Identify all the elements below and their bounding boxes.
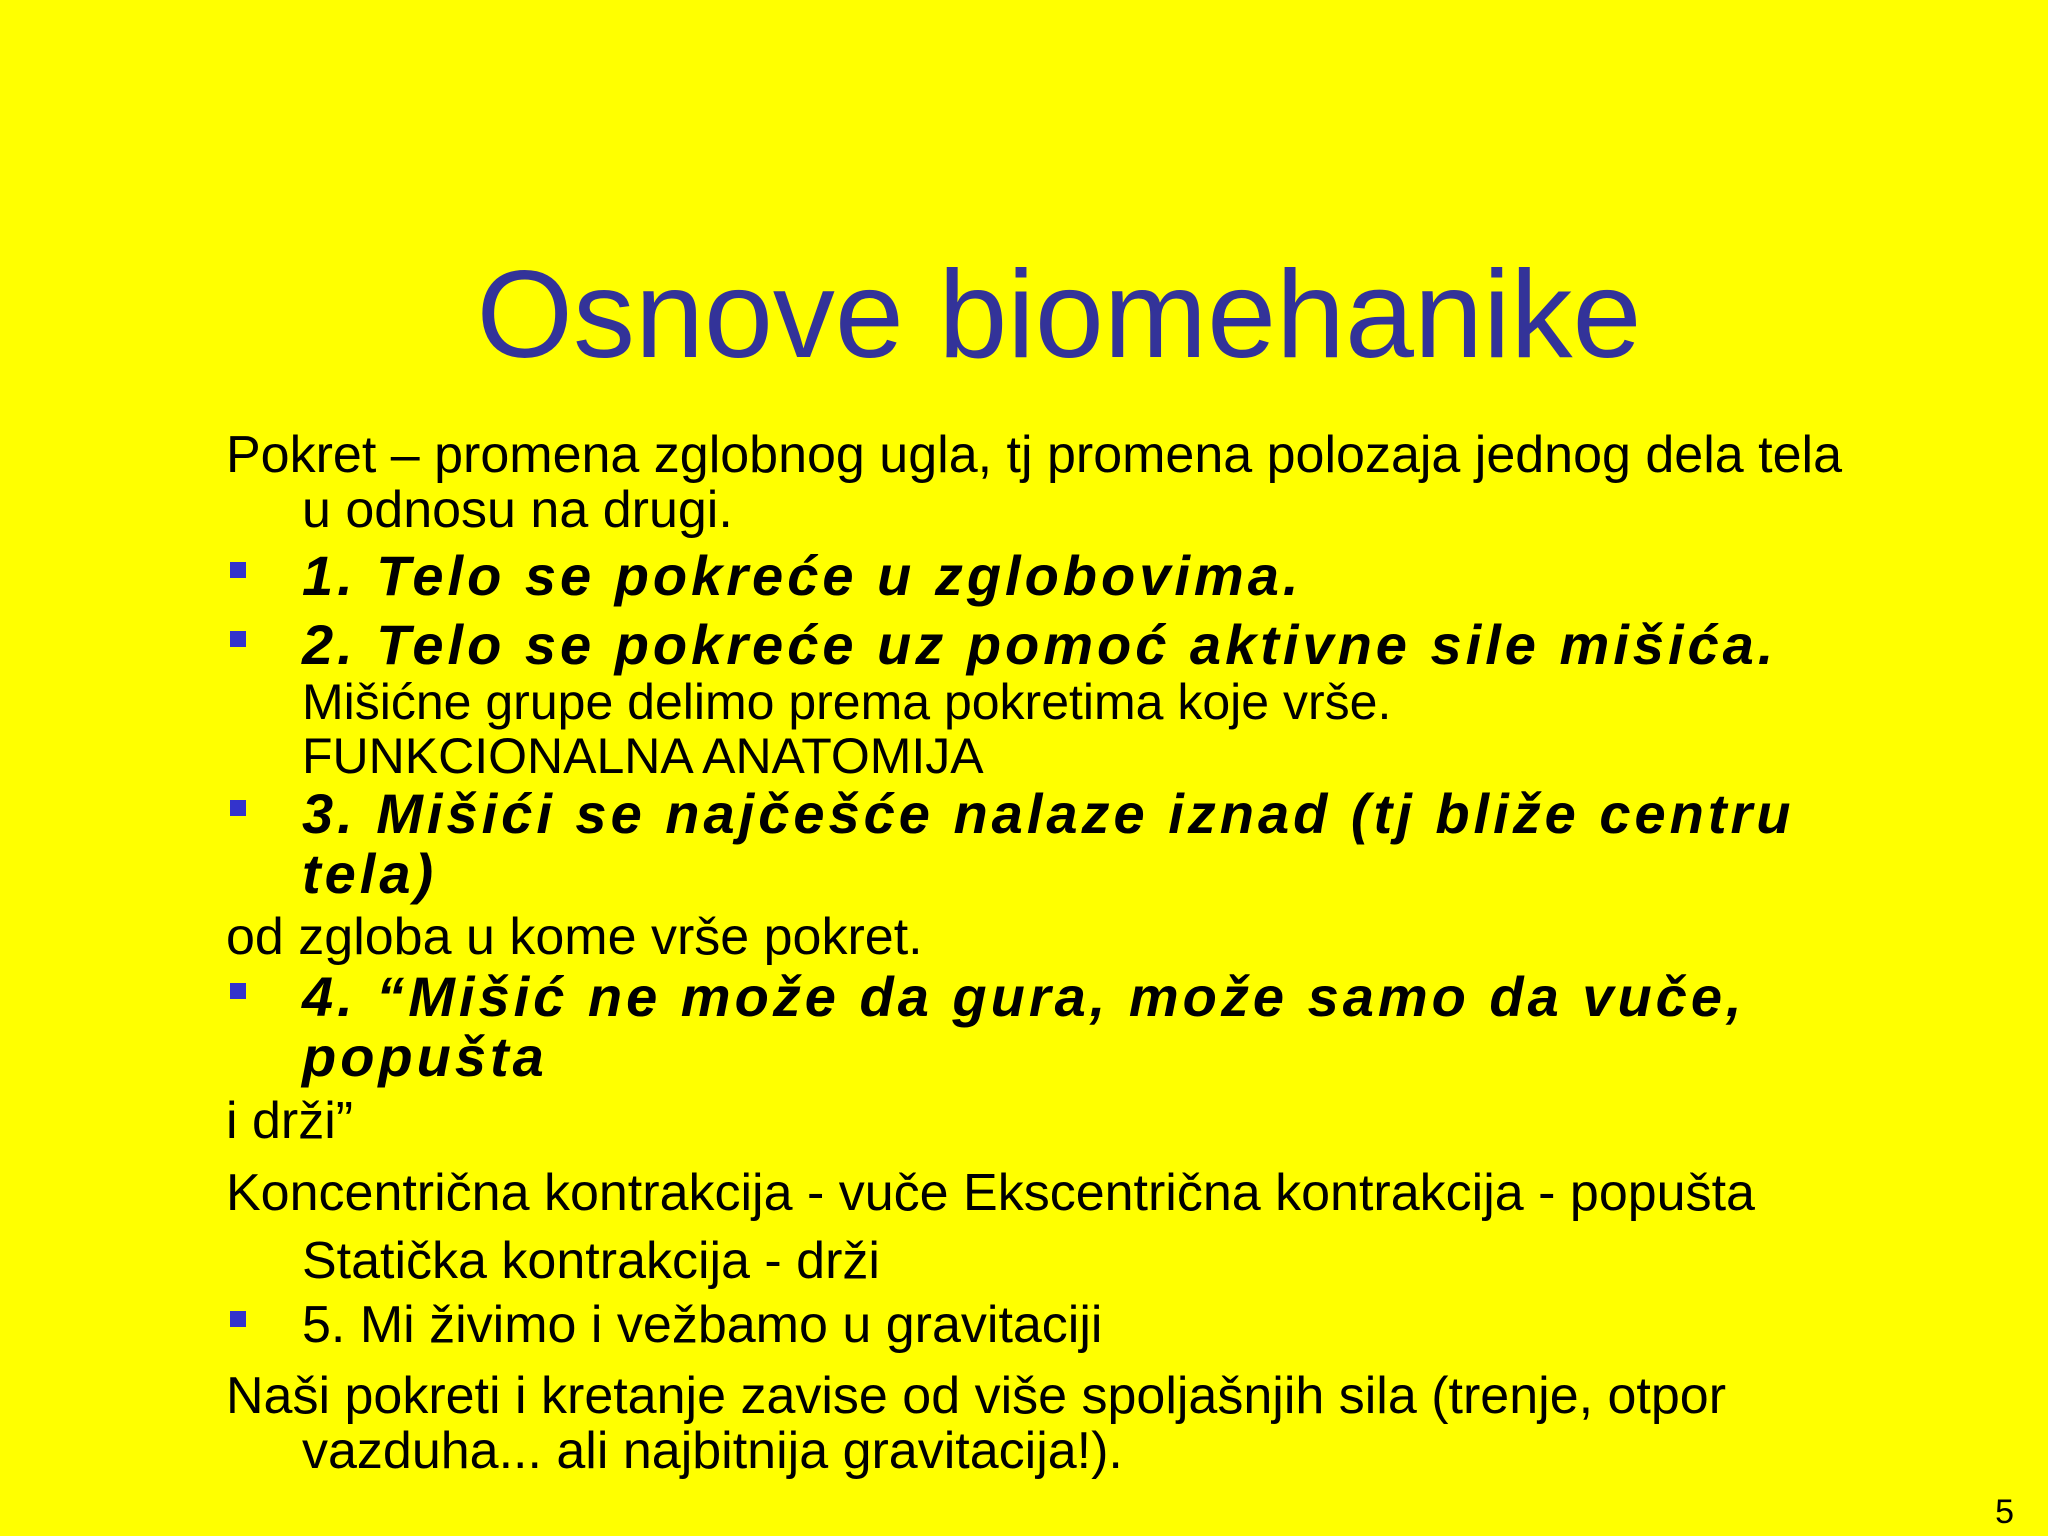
point-4-line-1: 4. “Mišić ne može da gura, može samo da vuče, [302, 965, 1746, 1028]
point-1: 1. Telo se pokreće u zglobovima. [302, 544, 1303, 607]
intro-paragraph [226, 428, 2006, 538]
intro-line-1: Pokret – promena zglobnog ugla, tj promena polozaja jednog dela tela [226, 426, 1842, 484]
outro-paragraph [226, 1369, 2006, 1479]
outro-line-2: vazduha... ali najbitnija gravitacija!). [302, 1422, 1123, 1480]
point-2-heading: 2. Telo se pokreće uz pomoć aktivne sile mišića. [302, 613, 1778, 676]
square-bullet-icon [230, 631, 246, 647]
point-2-sub-1: Mišićne grupe delimo prema pokretima koje vrše. [302, 674, 1392, 730]
contraction-types [226, 1166, 2006, 1289]
outro-line-1: Naši pokreti i kretanje zavise od više spoljašnjih sila (trenje, otpor [226, 1367, 1727, 1425]
square-bullet-icon [230, 800, 246, 816]
intro-line-2: u odnosu na drugi. [302, 481, 733, 539]
point-2-sub-2: FUNKCIONALNA ANATOMIJA [302, 728, 984, 784]
point-4-continuation: i drži” [226, 1092, 354, 1150]
contraction-line-2: Statička kontrakcija - drži [302, 1232, 880, 1290]
square-bullet-icon [230, 562, 246, 578]
point-3-continuation: od zgloba u kome vrše pokret. [226, 908, 923, 966]
slide-number: 5 [1995, 1493, 2014, 1531]
point-3-line-1: 3. Mišići se najčešće nalaze iznad (tj bliže centru [302, 782, 1795, 845]
square-bullet-icon [230, 1311, 246, 1327]
slide-title: Osnove biomehanike [476, 246, 1642, 384]
point-2 [302, 615, 2012, 783]
square-bullet-icon [230, 983, 246, 999]
point-4 [302, 967, 2012, 1087]
point-3-line-2: tela) [302, 842, 438, 905]
point-3 [302, 784, 2012, 904]
contraction-line-1: Koncentrična kontrakcija - vuče Ekscentrična kontrakcija - popušta [226, 1164, 1755, 1222]
point-4-line-2: popušta [302, 1025, 548, 1088]
point-5: 5. Mi živimo i vežbamo u gravitaciji [302, 1296, 1103, 1354]
